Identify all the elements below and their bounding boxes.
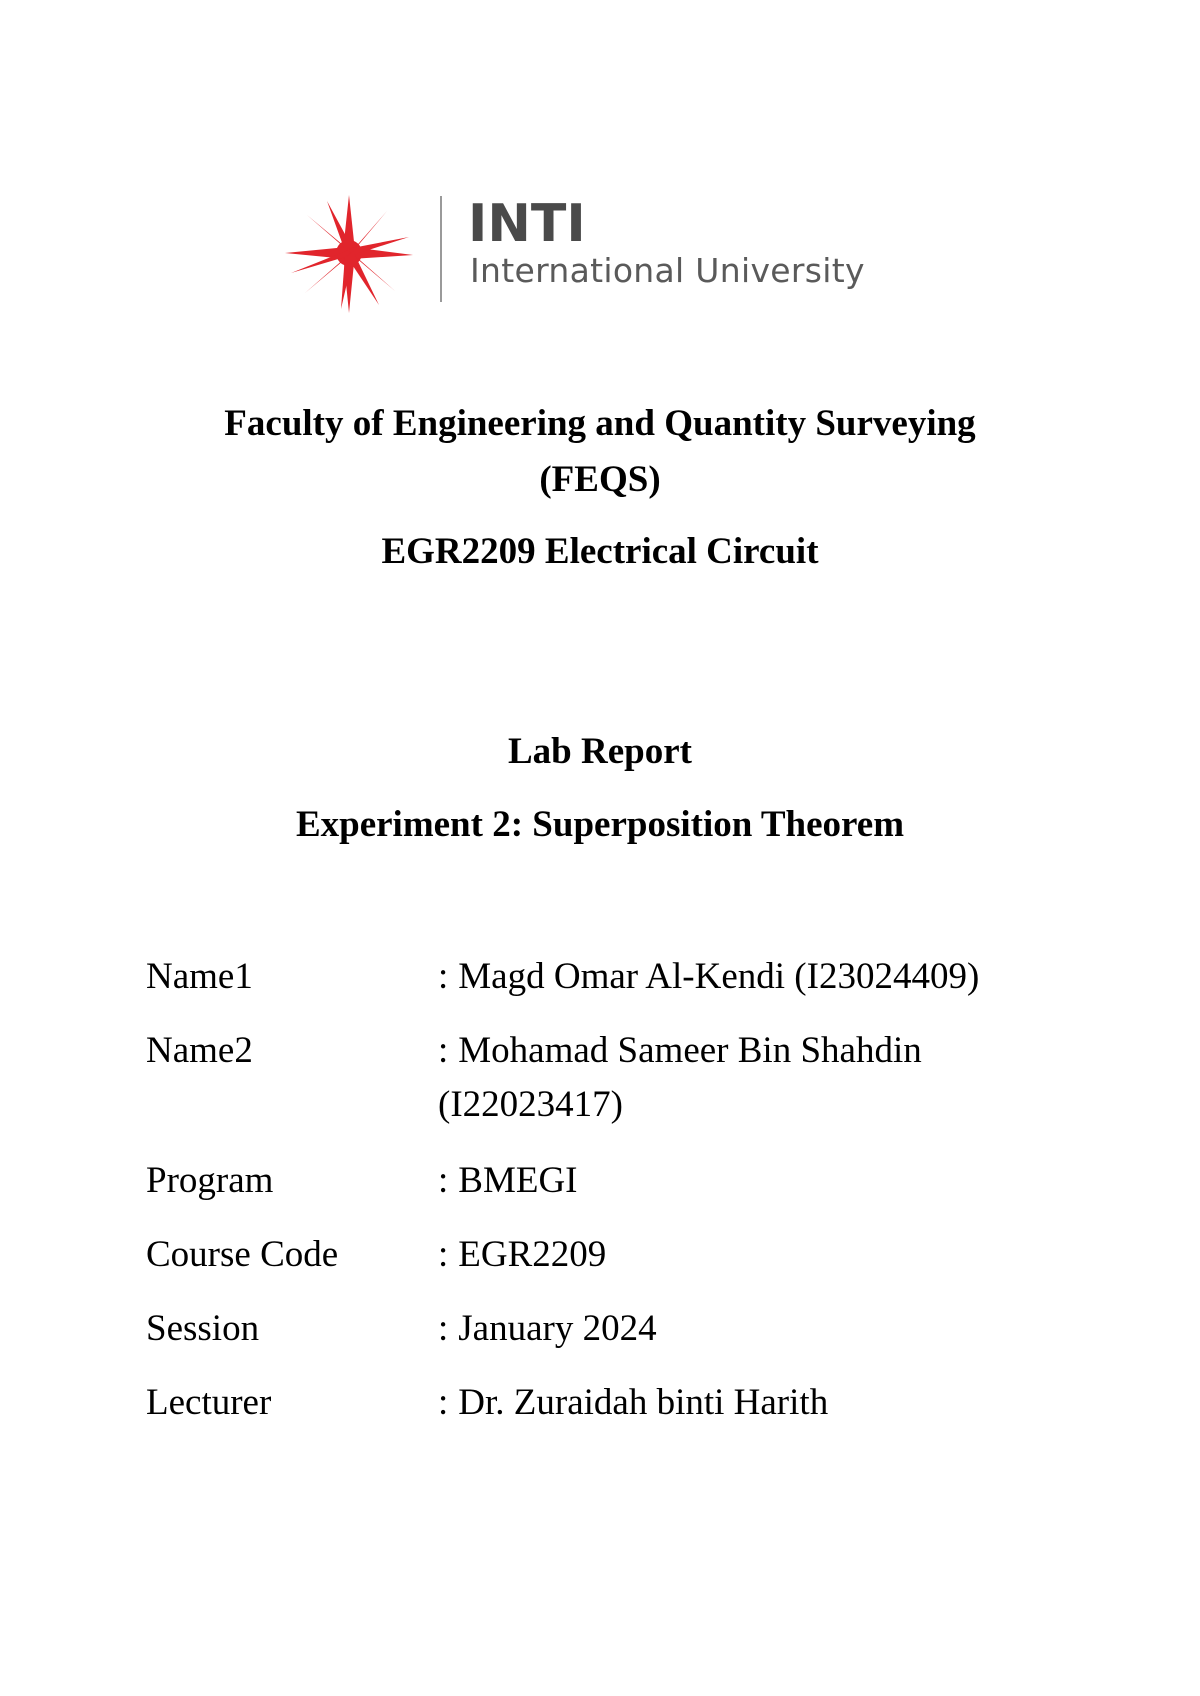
university-logo: [283, 193, 903, 315]
student-info-table: [146, 950, 1076, 1450]
info-value-text: January 2024: [458, 1308, 657, 1349]
info-row-course-code: [146, 1228, 1076, 1282]
info-row-name2: [146, 1024, 1076, 1132]
info-value-text: Dr. Zuraidah binti Harith: [458, 1382, 829, 1423]
course-title: EGR2209 Electrical Circuit: [381, 531, 819, 572]
faculty-title-line1: Faculty of Engineering and Quantity Surveying: [224, 403, 976, 444]
logo-brand-text: INTI: [468, 194, 586, 254]
report-type-title: Lab Report: [508, 731, 692, 772]
info-value: [438, 1154, 1076, 1208]
experiment-title: Experiment 2: Superposition Theorem: [295, 804, 905, 845]
info-value: [438, 950, 1076, 1004]
info-label: Program: [146, 1160, 274, 1201]
info-separator: :: [438, 1234, 449, 1275]
info-value: [438, 1024, 1076, 1132]
info-separator: :: [438, 1382, 449, 1423]
info-value-text: Mohamad Sameer Bin Shahdin (I22023417): [438, 1030, 922, 1125]
info-separator: :: [438, 956, 449, 997]
logo-divider: [440, 196, 442, 302]
info-label: Course Code: [146, 1234, 339, 1275]
info-value: [438, 1376, 1076, 1430]
info-value: [438, 1228, 1076, 1282]
info-row-session: [146, 1302, 1076, 1356]
info-label: Name2: [146, 1030, 253, 1071]
info-label: Session: [146, 1308, 260, 1349]
info-row-program: [146, 1154, 1076, 1208]
info-separator: :: [438, 1308, 449, 1349]
info-value-text: EGR2209: [458, 1234, 607, 1275]
info-label: Lecturer: [146, 1382, 272, 1423]
info-separator: :: [438, 1030, 449, 1071]
info-value-text: BMEGI: [458, 1160, 578, 1201]
faculty-title-line2: (FEQS): [539, 459, 661, 500]
logo-subtitle-text: International University: [470, 251, 865, 290]
inti-star-logo-icon: [283, 193, 415, 315]
info-value-text: Magd Omar Al-Kendi (I23024409): [458, 956, 980, 997]
info-label: Name1: [146, 956, 253, 997]
info-row-name1: [146, 950, 1076, 1004]
info-row-lecturer: [146, 1376, 1076, 1430]
info-value: [438, 1302, 1076, 1356]
info-separator: :: [438, 1160, 449, 1201]
